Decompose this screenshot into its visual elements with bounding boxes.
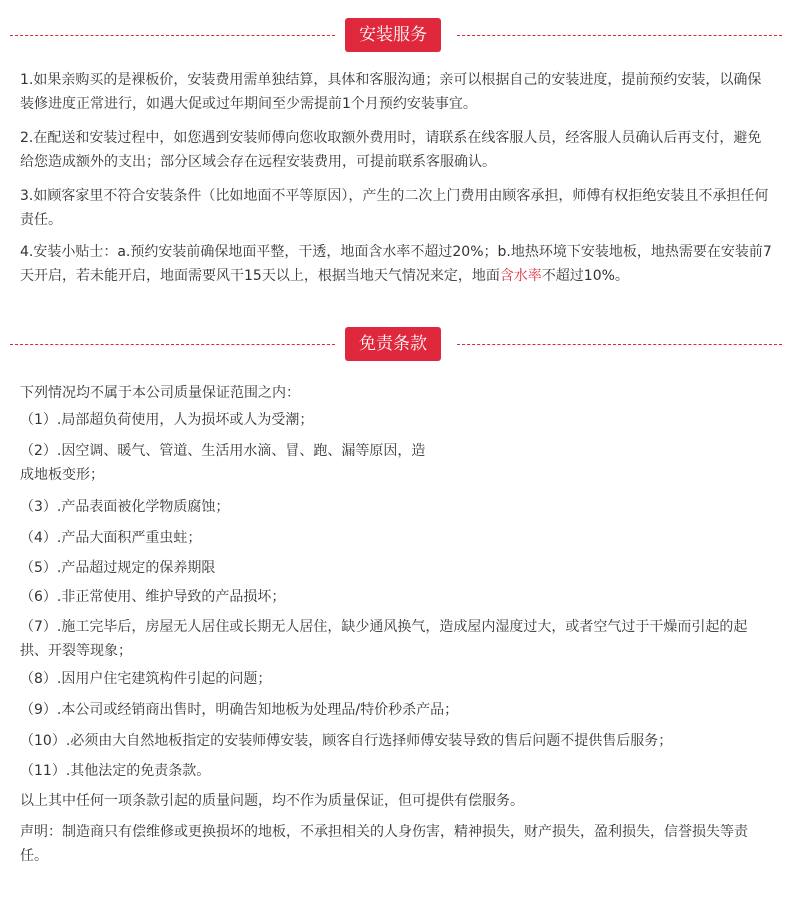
- disclaimer-intro: 下列情况均不属于本公司质量保证范围之内：: [20, 385, 300, 401]
- install-section-header: [0, 18, 790, 54]
- disclaimer-item-4: （4）.产品大面积严重虫蛀；: [20, 530, 202, 546]
- disclaimer-item-2-line-1: （2）.因空调、暖气、管道、生活用水滴、冒、跑、漏等原因，造: [20, 443, 426, 459]
- install-paragraph-3: 3.如顾客家里不符合安装条件（比如地面不平等原因），产生的二次上门费用由顾客承担，师傅有权拒绝安装且不承担任何责任。: [20, 188, 769, 228]
- disclaimer-item-2: [20, 439, 772, 487]
- disclaimer-item-8: （8）.因用户住宅建筑构件引起的问题；: [20, 671, 272, 687]
- divider-right: [457, 35, 782, 36]
- install-paragraph-4: [20, 240, 772, 288]
- disclaimer-section-title: 免责条款: [345, 327, 441, 361]
- install-paragraph-1: 1.如果亲购买的是裸板价，安装费用需单独结算，具体和客服沟通；亲可以根据自己的安装进度，提前预约安装，以确保装修进度正常进行，如遇大促或过年期间至少需提前1个月预约安装事宜。: [20, 72, 762, 112]
- moisture-highlight: 含水率: [499, 268, 542, 284]
- divider-right: [457, 344, 782, 345]
- disclaimer-item-5: （5）.产品超过规定的保养期限: [20, 560, 216, 576]
- install-section-title: 安装服务: [345, 18, 441, 52]
- disclaimer-item-11: （11）.其他法定的免责条款。: [20, 763, 211, 779]
- disclaimer-statement: 声明：制造商只有偿维修或更换损坏的地板，不承担相关的人身伤害，精神损失，财产损失，盈利损失，信誉损失等责任。: [20, 824, 748, 864]
- disclaimer-item-2-line-2: 成地板变形；: [20, 467, 104, 483]
- install-tip-text: 4.安装小贴士：a.预约安装前确保地面平整，干透，地面含水率不超过20%；b.地热环境下安装地板，地热需要在安装前7天开启，若未能开启，地面需要风干15天以上，根据当地天气情况来定，地面: [20, 244, 772, 284]
- install-paragraph-2: 2.在配送和安装过程中，如您遇到安装师傅向您收取额外费用时，请联系在线客服人员，经客服人员确认后再支付，避免给您造成额外的支出；部分区域会存在远程安装费用，可提前联系客服确认。: [20, 130, 762, 170]
- disclaimer-item-9: （9）.本公司或经销商出售时，明确告知地板为处理品/特价秒杀产品；: [20, 702, 459, 718]
- divider-left: [10, 344, 335, 345]
- disclaimer-summary: 以上其中任何一项条款引起的质量问题，均不作为质量保证，但可提供有偿服务。: [20, 793, 524, 809]
- install-tip-end: 不超过10%。: [541, 268, 629, 284]
- divider-left: [10, 35, 335, 36]
- disclaimer-item-10: （10）.必须由大自然地板指定的安装师傅安装，顾客自行选择师傅安装导致的售后问题不提供售后服务；: [20, 733, 673, 749]
- disclaimer-item-6: （6）.非正常使用、维护导致的产品损坏；: [20, 589, 286, 605]
- disclaimer-item-1: （1）.局部超负荷使用，人为损坏或人为受潮；: [20, 412, 314, 428]
- disclaimer-section-header: [0, 327, 790, 363]
- disclaimer-item-7: （7）.施工完毕后，房屋无人居住或长期无人居住，缺少通风换气，造成屋内湿度过大，或者空气过于干燥而引起的起拱、开裂等现象；: [20, 619, 748, 659]
- disclaimer-item-3: （3）.产品表面被化学物质腐蚀；: [20, 499, 230, 515]
